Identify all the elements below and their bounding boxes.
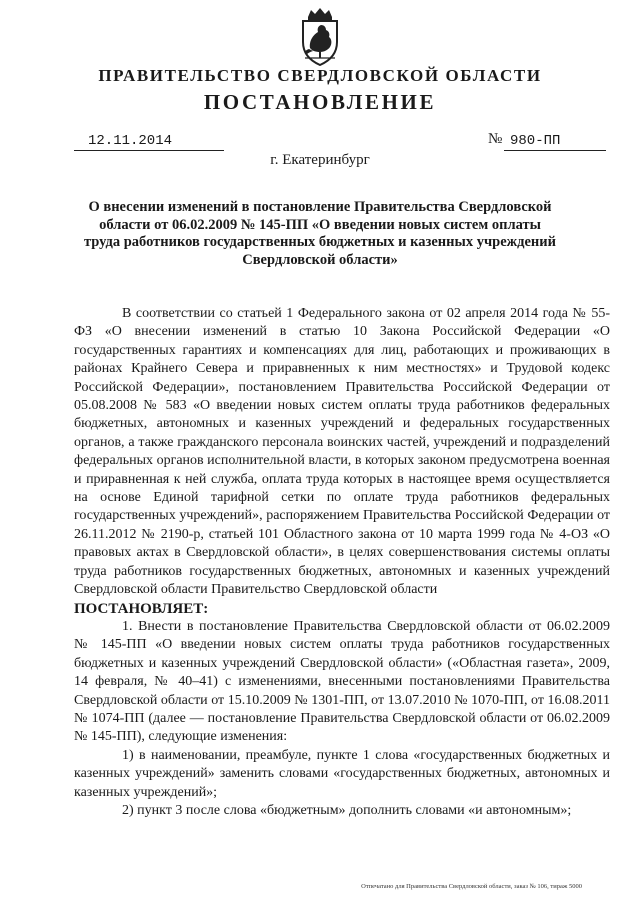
subitem-1-paragraph: 1) в наименовании, преамбуле, пункте 1 слова «государственных бюджетных и казенных учреждений» заменить словами «государственных бюджетных, автономных и казенных учреждений»; [74, 747, 610, 800]
preamble-paragraph: В соответствии со статьей 1 Федерального закона от 02 апреля 2014 года № 55-ФЗ «О внесении изменений в статью 10 Закона Российской Федерации «О государственных гарантиях и компенсациях для лиц, работающих и проживающих в районах Крайнего Севера и приравненных к ним местностях» и Трудовой кодекс Российской Федерации», постановлением Правительства Российской Федерации от 05.08.2008 № 583 «О введении новых систем оплаты труда работников федеральных бюджетных, автономных и казенных учреждений и федеральных государственных органов, а также гражданского персонала воинских частей, учреждений и подразделений федеральных органов исполнительной власти, в которых законом предусмотрена военная и приравненная к ней служба, оплата труда которых в настоящее время осуществляется на основе Единой тарифной сетки по оплате труда работников федеральных государственных учреждений», распоряжением Правительства Российской Федерации от 26.11.2012 № 2190-р, статьей 101 Областного закона от 10 марта 1999 года № 4-ОЗ «О правовых актах в Свердловской области», в целях совершенствования системы оплаты труда работников государственных бюджетных, автономных и казенных учреждений Свердловской области Правительство Свердловской области [74, 306, 610, 598]
decree-word: ПОСТАНОВЛЯЕТ: [74, 600, 209, 617]
city: г. Екатеринбург [270, 152, 370, 168]
coat-of-arms-icon [295, 8, 345, 66]
document-date: 12.11.2014 [74, 133, 224, 151]
org-title: ПРАВИТЕЛЬСТВО СВЕРДЛОВСКОЙ ОБЛАСТИ [98, 66, 542, 85]
document-number: 980-ПП [504, 133, 606, 151]
subitem-2-paragraph: 2) пункт 3 после слова «бюджетным» дополнить словами «и автономным»; [122, 802, 572, 818]
item-1-paragraph: 1. Внести в постановление Правительства Свердловской области от 06.02.2009 № 145-ПП «О введении новых систем оплаты труда работников государственных бюджетных и казенных учреждений Свердловской области» («Областная газета», 2009, 14 февраля, № 40–41) с изменениями, внесенными постановлениями Правительства Свердловской области от 15.10.2009 № 1301-ПП, от 13.07.2010 № 1070-ПП, от 16.08.2011 № 1074-ПП (далее — постановление Правительства Свердловской области от 06.02.2009 № 145-ПП), следующие изменения: [74, 618, 610, 745]
number-label: № [488, 131, 503, 147]
document-body [74, 305, 610, 820]
document-title: О внесении изменений в постановление Правительства Свердловской области от 06.02.2009 № 145-ПП «О введении новых систем оплаты труда работников государственных бюджетных и казенных учреждений Свердловской области» [83, 199, 556, 268]
print-note: Отпечатано для Правительства Свердловской области, заказ № 106, тираж 5000 [361, 883, 582, 890]
document-type: ПОСТАНОВЛЕНИЕ [203, 90, 437, 114]
